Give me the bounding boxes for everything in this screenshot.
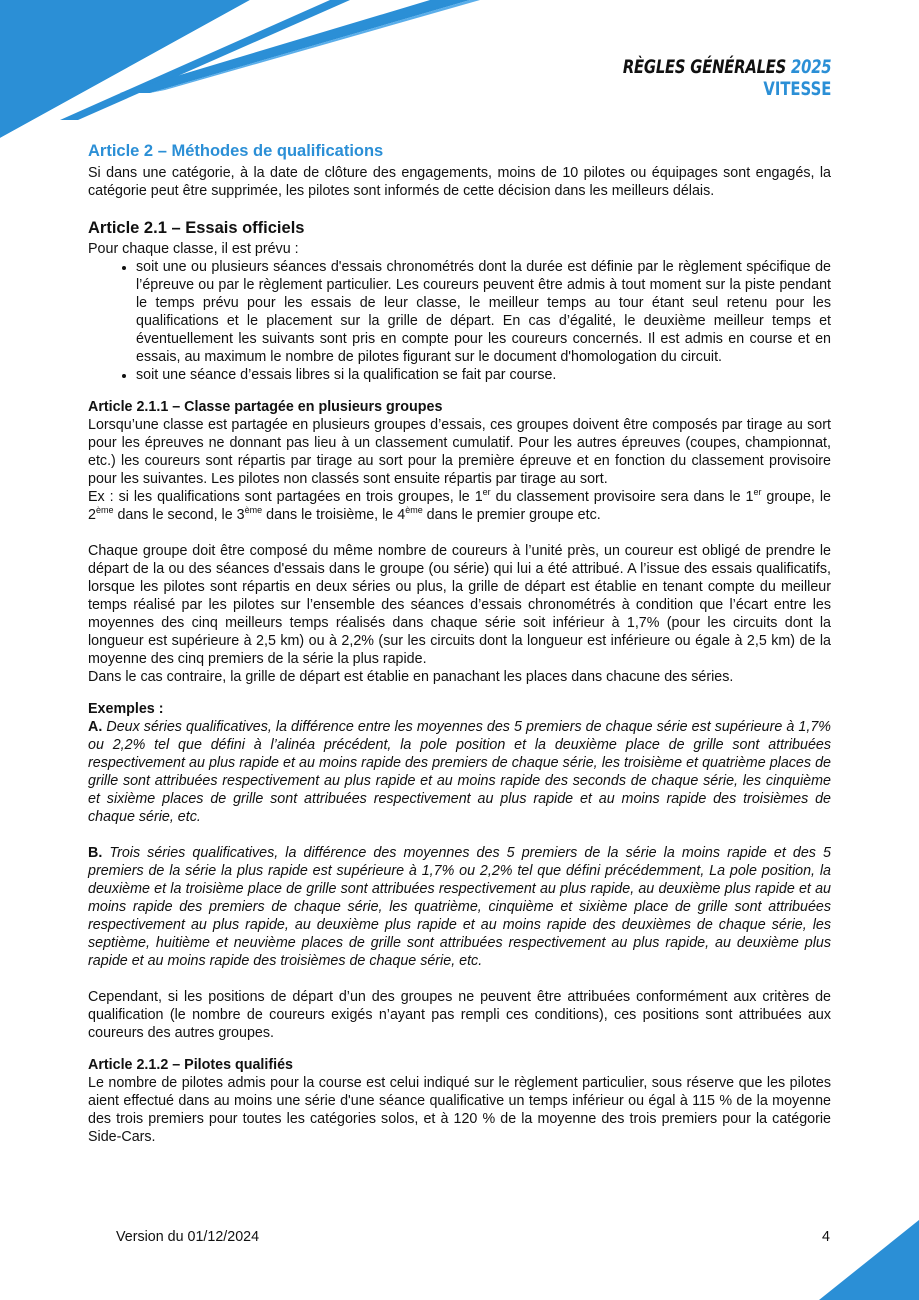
header-title-year: 2025 <box>790 56 831 78</box>
article-2-1-1-paragraph-3: Dans le cas contraire, la grille de départ est établie en panachant les places dans chacune des séries. <box>88 669 734 685</box>
footer-version: Version du 01/12/2024 <box>116 1229 260 1245</box>
example-b-text: Trois séries qualificatives, la différence des moyennes des 5 premiers de la série la moins rapide et des 5 premiers de la série la plus rapide est supérieure à 1,7% ou 2,2% tel que défini précédemment, La pole position, la deuxième et la troisième place de grille sont attribuées respectivement au plus rapide, au deuxième plus rapide et au moins rapide des premiers de chaque série, les quatrième, cinquième et sixième place de grille sont attribuées respectivement au plus rapide, au deuxième plus rapide et au moins rapide des deuxièmes de chaque série, les septième, huitième et neuvième places de grille sont attribuées respectivement au plus rapide, au deuxième plus rapide et au moins rapide des troisièmes de chaque série, etc. <box>88 845 831 969</box>
header-decoration <box>0 0 480 145</box>
list-item: • soit une ou plusieurs séances d'essais chronométrés dont la durée est définie par le règlement spécifique de l’épreuve ou par le règlement particulier. Les coureurs peuvent être admis à tout moment sur la piste pendant le temps prévu pour les essais de leur classe, le meilleur temps au tour étant seul retenu pour les qualifications et le placement sur la grille de départ. En cas d’égalité, le deuxième meilleur temps et éventuellement les suivants sont pris en compte pour les coureurs concernés. Il est admis en course et en essais, au maximum le nombre de pilotes figurant sur le document d'homologation du circuit. <box>136 258 831 366</box>
example-a-text: Deux séries qualificatives, la différence entre les moyennes des 5 premiers de chaque série est supérieure à 1,7% ou 2,2% tel que défini à l’alinéa précédent, la pole position et la deuxième place de grille sont attribuées respectivement au plus rapide et au moins rapide des premiers de chaque série, les troisième et quatrième places de grille sont attribuées respectivement au plus rapide et au moins rapide des seconds de chaque série, les cinquième et sixième places de grille sont attribuées respectivement au plus rapide et au moins rapide des troisièmes de chaque série, etc. <box>88 719 831 825</box>
footer-corner-decoration <box>819 1220 919 1300</box>
example-b-label: B. <box>88 845 103 861</box>
example-a <box>88 718 831 826</box>
article-2-1-intro: Pour chaque classe, il est prévu : <box>88 241 299 257</box>
document-header-title <box>622 56 831 100</box>
document-body <box>88 141 831 1146</box>
examples-heading: Exemples : <box>88 701 164 717</box>
article-2-1-list <box>88 258 831 384</box>
page-number: 4 <box>822 1229 830 1245</box>
article-2-paragraph: Si dans une catégorie, à la date de clôture des engagements, moins de 10 pilotes ou équipages sont engagés, la catégorie peut être supprimée, les pilotes sont informés de cette décision dans les meilleurs délais. <box>88 165 831 199</box>
article-2-1-1-paragraph-2: Chaque groupe doit être composé du même nombre de coureurs à l’unité près, un coureur est obligé de prendre le départ de la ou des séances d'essais dans le groupe (ou série) qui lui a été attribué. A l’issue des essais qualificatifs, lorsque les pilotes sont répartis en deux séries ou plus, la grille de départ est établie en tenant compte du meilleur temps réalisé par les pilotes sur l’ensemble des séances d’essais chronométrés à condition que l’écart entre les moyennes des cinq meilleurs temps réalisés dans chaque série soit inférieur à 1,7% (pour les circuits dont la longueur est supérieure à 2,5 km) ou à 2,2% (sur les circuits dont la longueur est inférieure ou égale à 2,5 km) de la moyenne des cinq premiers de la série la plus rapide. <box>88 543 831 667</box>
example-b <box>88 844 831 970</box>
list-item: • soit une séance d’essais libres si la qualification se fait par course. <box>136 366 831 384</box>
example-a-label: A. <box>88 719 103 735</box>
article-2-1-2-paragraph: Le nombre de pilotes admis pour la course est celui indiqué sur le règlement particulier, sous réserve que les pilotes aient effectué dans au moins une série d'une séance qualificative un temps inférieur ou égal à 115 % de la moyenne des trois premiers pour toutes les catégories solos, et à 120 % de la moyenne des trois premiers pour la catégorie Side-Cars. <box>88 1075 831 1145</box>
article-2-1-2-heading: Article 2.1.2 – Pilotes qualifiés <box>88 1057 294 1073</box>
article-2-1-1-example: Ex : si les qualifications sont partagées en trois groupes, le 1er du classement provisoire sera dans le 1er groupe, le 2ème dans le second, le 3ème dans le troisième, le 4ème dans le premier groupe etc. <box>88 487 831 523</box>
article-2-1-1-paragraph-4: Cependant, si les positions de départ d’un des groupes ne peuvent être attribuées conformément aux critères de qualification (le nombre de coureurs exigés n’ayant pas rempli ces conditions), ces positions sont attribuées aux coureurs des autres groupes. <box>88 989 831 1041</box>
article-2-1-1-heading: Article 2.1.1 – Classe partagée en plusieurs groupes <box>88 399 443 415</box>
article-2-heading: Article 2 – Méthodes de qualifications <box>88 142 384 160</box>
header-subtitle: VITESSE <box>762 78 831 100</box>
article-2-1-heading: Article 2.1 – Essais officiels <box>88 219 305 237</box>
header-title-main: RÈGLES GÉNÉRALES <box>622 56 786 78</box>
article-2-1-1-paragraph-1: Lorsqu’une classe est partagée en plusieurs groupes d’essais, ces groupes doivent être composés par tirage au sort pour les épreuves ne donnant pas lieu à un classement cumulatif. Pour les autres épreuves (coupes, championnat, etc.) les coureurs sont répartis par tirage au sort pour la première épreuve et en fonction du classement provisoire pour les suivantes. Les pilotes non classés sont ensuite répartis par tirage au sort. <box>88 417 831 487</box>
